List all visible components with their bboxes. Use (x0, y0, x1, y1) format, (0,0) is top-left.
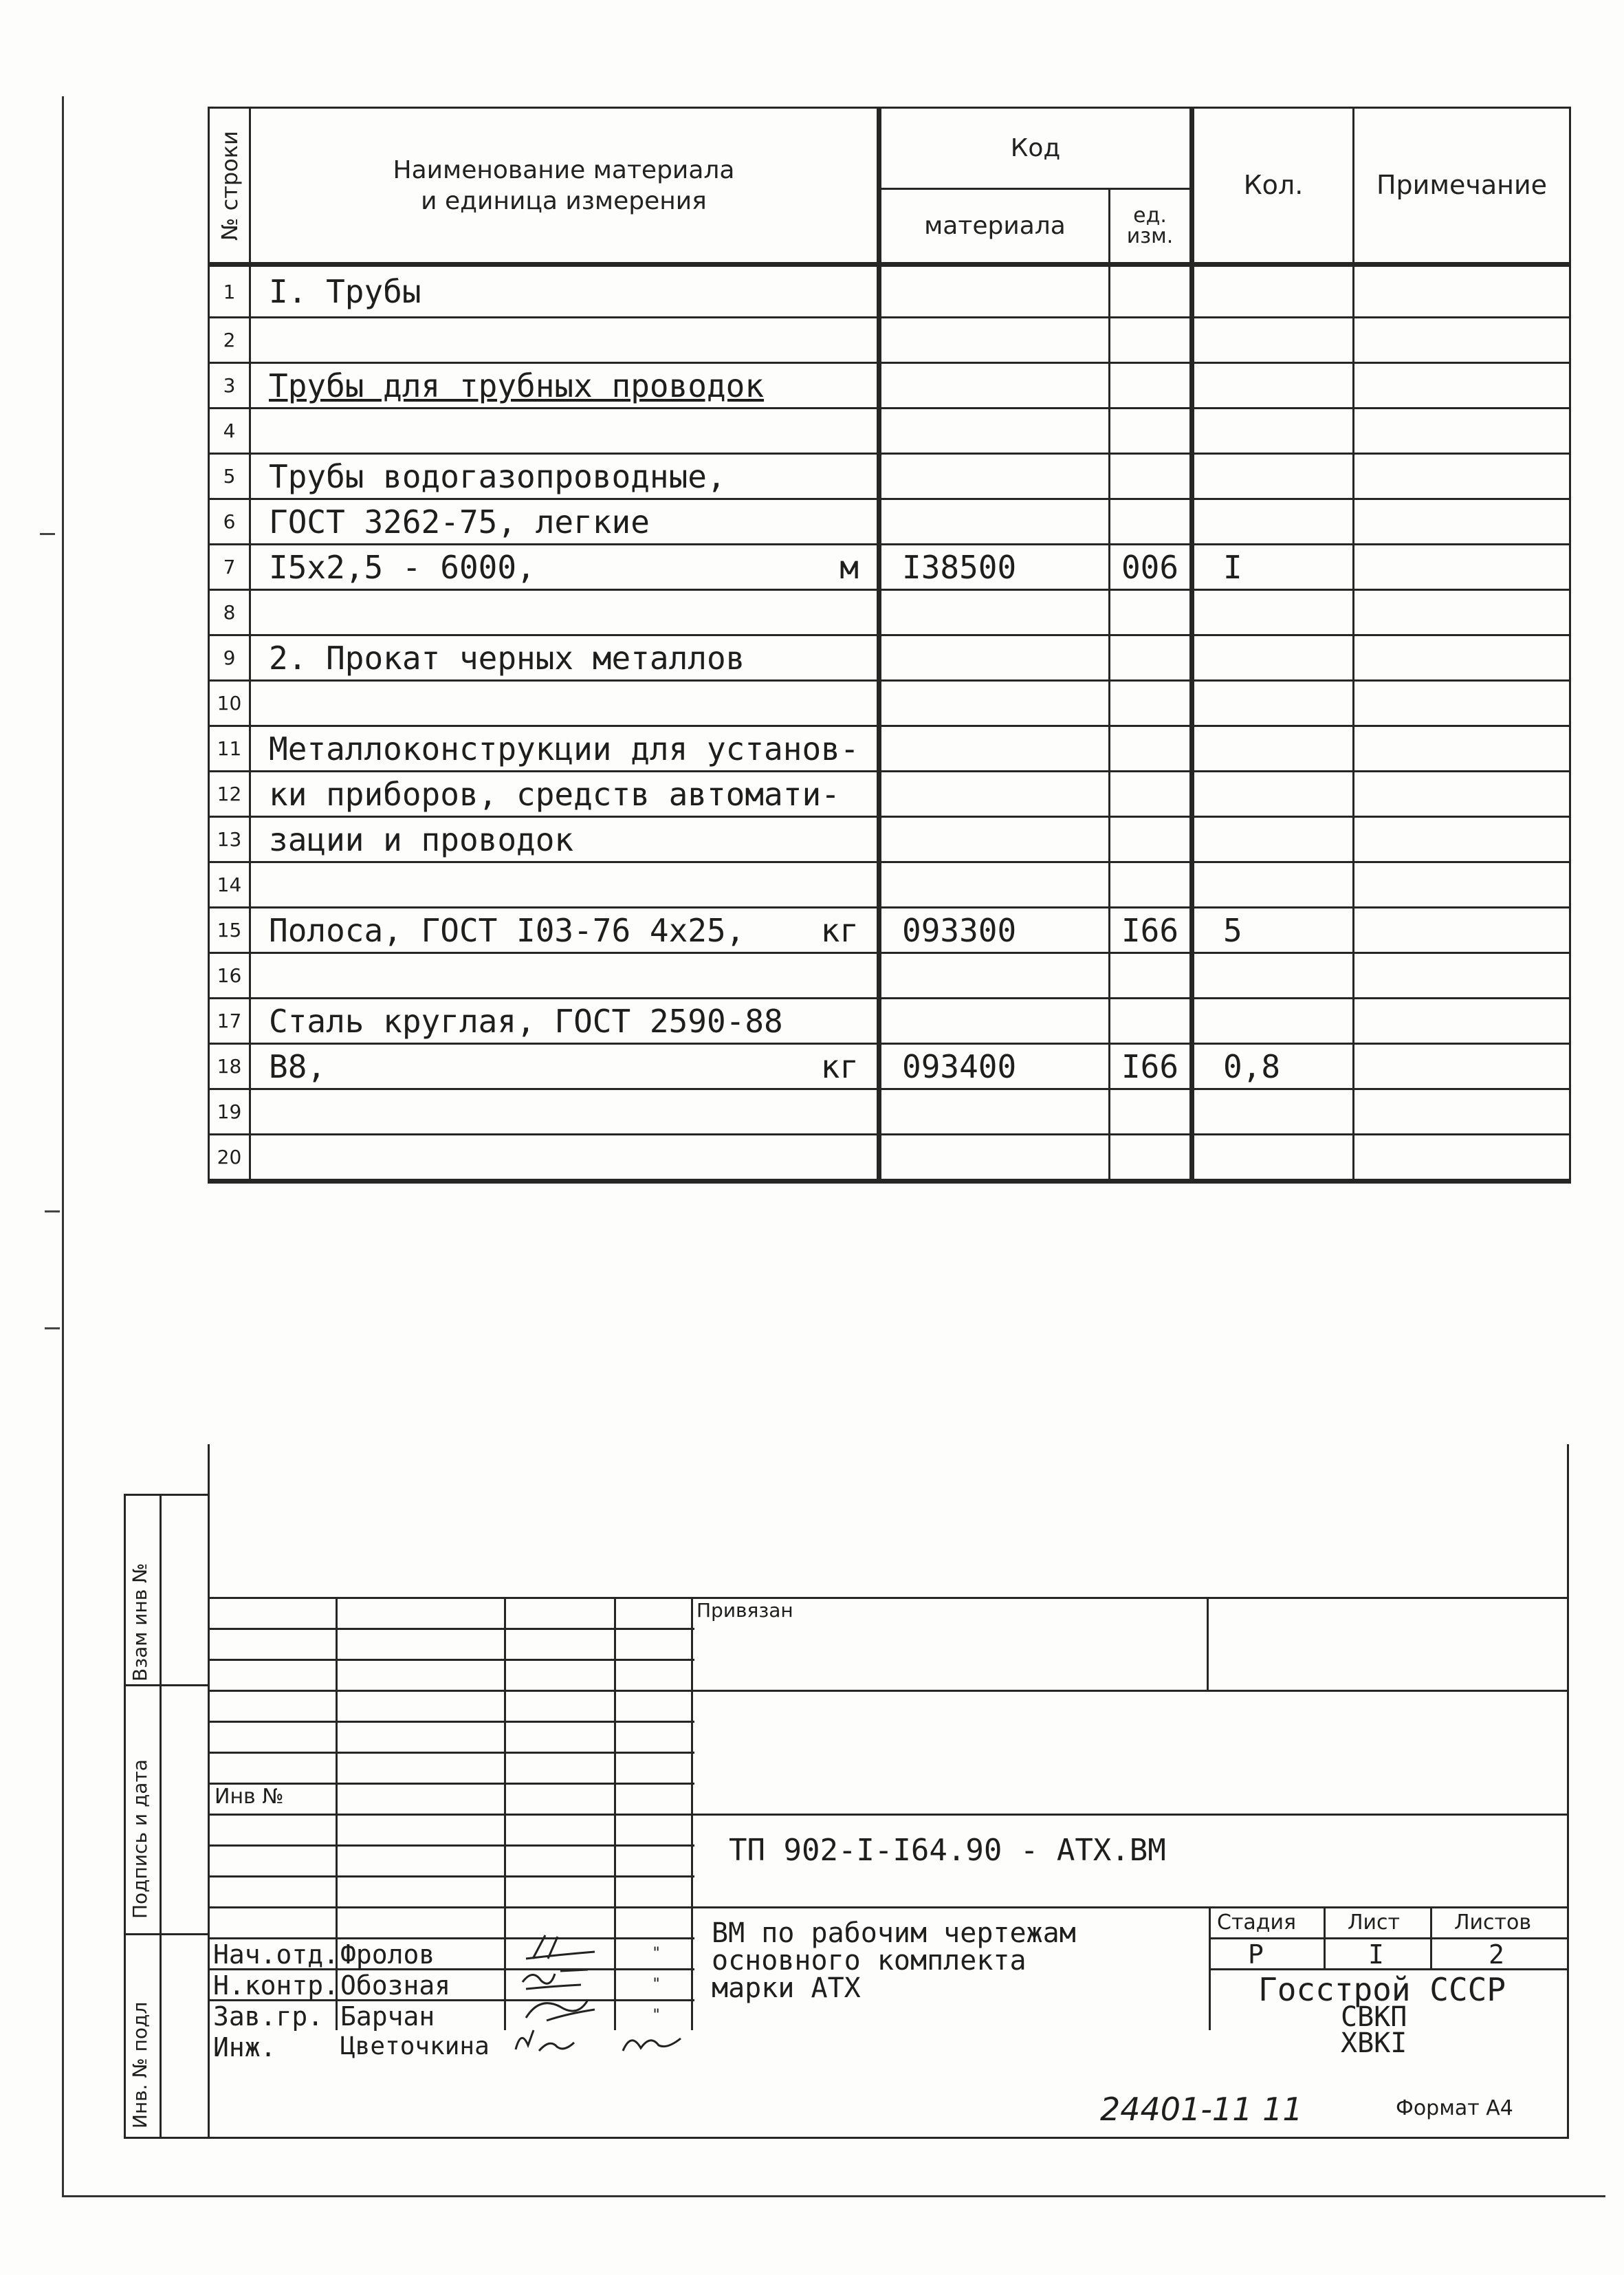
header-code-group: Код (879, 108, 1192, 189)
quantity-cell (1192, 1089, 1354, 1135)
signature-barchan (512, 1993, 608, 2026)
stamp-line (1207, 1597, 1209, 1690)
note-cell (1354, 999, 1570, 1044)
sheets-value: 2 (1489, 1939, 1504, 1970)
material-code-cell (879, 772, 1110, 817)
unit-code-cell (1110, 1089, 1192, 1135)
quantity-cell (1192, 590, 1354, 635)
stamp-line (691, 1597, 693, 2030)
footer-number-handwritten (1100, 2087, 1327, 2131)
material-code-cell (879, 681, 1110, 726)
table-row (209, 772, 1570, 817)
frame-bottom-border (62, 2195, 1605, 2197)
table-row (209, 817, 1570, 862)
material-name: Полоса, ГОСТ I03-76 4x25, (269, 911, 745, 949)
staff-role: Н.контр. (213, 1970, 340, 2001)
row-number-cell: 2 (209, 318, 250, 363)
quantity-cell (1192, 726, 1354, 772)
material-name-cell (250, 862, 879, 908)
material-code-cell (879, 726, 1110, 772)
side-divider (160, 1494, 162, 1686)
material-name: 2. Прокат черных металлов (269, 639, 745, 677)
table-row (209, 1089, 1570, 1135)
row-number-cell: 14 (209, 862, 250, 908)
stamp-line (208, 1628, 694, 1630)
side-label-podpis: Подпись и дата (129, 1759, 151, 1919)
measure-unit: кг (820, 1047, 859, 1085)
material-name-cell (250, 1135, 879, 1182)
quantity-cell (1192, 953, 1354, 999)
tick-mark: " (652, 1945, 661, 1962)
unit-code-cell (1110, 862, 1192, 908)
frame-left-border (62, 96, 64, 2197)
side-label-vzam: Взам инв № (129, 1563, 151, 1681)
header-code-unit: ед. изм. (1110, 189, 1192, 265)
material-code-cell: 093400 (879, 1044, 1110, 1089)
table-row (209, 953, 1570, 999)
row-number-cell: 20 (209, 1135, 250, 1182)
table-row (209, 999, 1570, 1044)
sheet-label: Лист (1348, 1911, 1401, 1935)
unit-code-cell (1110, 1135, 1192, 1182)
staff-name: Цветочкина (340, 2032, 490, 2060)
material-code-cell: I38500 (879, 545, 1110, 590)
row-number-cell: 1 (209, 265, 250, 318)
material-code-cell (879, 318, 1110, 363)
material-code-cell: 093300 (879, 908, 1110, 953)
measure-unit: м (840, 548, 859, 586)
margin-mark (45, 1327, 60, 1329)
note-cell (1354, 817, 1570, 862)
material-name-cell (250, 908, 879, 953)
staff-name: Обозная (340, 1970, 451, 2001)
material-name-cell (250, 635, 879, 681)
note-cell (1354, 772, 1570, 817)
row-number-cell: 4 (209, 409, 250, 454)
margin-mark (40, 533, 55, 535)
material-code-cell (879, 953, 1110, 999)
table-row (209, 726, 1570, 772)
table-row (209, 1135, 1570, 1182)
signature-tsvetochkina (509, 2025, 612, 2058)
unit-code-cell (1110, 726, 1192, 772)
table-row (209, 590, 1570, 635)
material-name-cell (250, 318, 879, 363)
organization-line: ХВКI (1341, 2027, 1407, 2059)
material-name: зации и проводок (269, 820, 574, 858)
note-cell (1354, 1135, 1570, 1182)
unit-code-cell (1110, 409, 1192, 454)
table-row (209, 908, 1570, 953)
margin-mark (45, 1210, 60, 1212)
material-code-cell (879, 363, 1110, 409)
note-cell (1354, 499, 1570, 545)
material-code-cell (879, 635, 1110, 681)
document-title-line: ВМ по рабочим чертежам (712, 1917, 1076, 1949)
quantity-cell: 5 (1192, 908, 1354, 953)
material-name-cell (250, 409, 879, 454)
stamp-line (208, 1906, 1569, 1908)
privyazan-label: Привязан (696, 1599, 793, 1622)
note-cell (1354, 681, 1570, 726)
measure-unit: кг (820, 911, 859, 949)
material-name-cell (250, 363, 879, 409)
stamp-line (1430, 1906, 1432, 1968)
stamp-line (208, 1597, 1569, 1599)
row-number-cell: 12 (209, 772, 250, 817)
inv-no-label: Инв № (215, 1785, 284, 1809)
material-name: Трубы для трубных проводок (269, 367, 765, 404)
note-cell (1354, 862, 1570, 908)
row-number-cell: 9 (209, 635, 250, 681)
note-cell (1354, 454, 1570, 499)
material-code-cell (879, 999, 1110, 1044)
row-number-cell: 11 (209, 726, 250, 772)
row-number-cell: 16 (209, 953, 250, 999)
quantity-cell (1192, 454, 1354, 499)
stamp-line (208, 1659, 694, 1661)
note-cell (1354, 1044, 1570, 1089)
unit-code-cell (1110, 363, 1192, 409)
stamp-line (208, 1690, 1569, 1692)
material-name-cell (250, 499, 879, 545)
tick-mark: " (652, 2007, 661, 2024)
table-row (209, 635, 1570, 681)
material-code-cell (879, 265, 1110, 318)
document-designation: ТП 902-I-I64.90 - АТХ.ВМ (729, 1833, 1166, 1868)
stamp-line (208, 1814, 1569, 1816)
material-code-cell (879, 817, 1110, 862)
quantity-cell (1192, 1135, 1354, 1182)
quantity-cell (1192, 862, 1354, 908)
note-cell (1354, 265, 1570, 318)
material-name-cell (250, 999, 879, 1044)
quantity-cell (1192, 499, 1354, 545)
material-name-cell (250, 590, 879, 635)
unit-code-cell (1110, 635, 1192, 681)
material-name-cell (250, 953, 879, 999)
header-note: Примечание (1354, 108, 1570, 265)
quantity-cell: 0,8 (1192, 1044, 1354, 1089)
note-cell (1354, 318, 1570, 363)
unit-code-cell (1110, 318, 1192, 363)
note-cell (1354, 545, 1570, 590)
quantity-cell (1192, 318, 1354, 363)
stamp-line (504, 1597, 506, 2030)
unit-code-cell (1110, 999, 1192, 1044)
material-name-cell (250, 817, 879, 862)
unit-code-cell (1110, 454, 1192, 499)
table-row (209, 681, 1570, 726)
material-code-cell (879, 409, 1110, 454)
table-row (209, 499, 1570, 545)
material-name-cell (250, 265, 879, 318)
side-divider (160, 1684, 162, 1935)
quantity-cell (1192, 265, 1354, 318)
tick-mark: " (652, 1976, 661, 1993)
unit-code-cell: I66 (1110, 1044, 1192, 1089)
staff-role: Нач.отд. (213, 1939, 340, 1970)
staff-name: Фролов (340, 1939, 435, 1970)
quantity-cell (1192, 999, 1354, 1044)
material-name-cell (250, 1089, 879, 1135)
stage-value: Р (1248, 1939, 1264, 1970)
material-name-cell (250, 1044, 879, 1089)
organization-line: СВКП (1341, 2001, 1407, 2033)
row-number-cell: 13 (209, 817, 250, 862)
unit-code-cell: 006 (1110, 545, 1192, 590)
material-name: Трубы водогазопроводные, (269, 457, 726, 495)
note-cell (1354, 590, 1570, 635)
footer-number: 24401-11 11 (1100, 2091, 1303, 2128)
material-name-cell (250, 681, 879, 726)
staff-role: Инж. (213, 2032, 276, 2062)
document-title-line: основного комплекта (712, 1945, 1027, 1977)
materials-table-body (209, 265, 1570, 1182)
signature-oboznaya (512, 1961, 608, 1994)
note-cell (1354, 363, 1570, 409)
signature-initials (617, 2025, 689, 2058)
organization-line: Госстрой СССР (1258, 1971, 1506, 2008)
sheet-value: I (1368, 1939, 1384, 1970)
row-number-cell: 8 (209, 590, 250, 635)
unit-code-cell (1110, 265, 1192, 318)
material-code-cell (879, 1089, 1110, 1135)
signature-frolov (512, 1931, 608, 1964)
unit-code-cell (1110, 772, 1192, 817)
material-name: ГОСТ 3262-75, легкие (269, 503, 650, 541)
row-number-cell: 3 (209, 363, 250, 409)
header-name: Наименование материала и единица измерения (250, 108, 879, 265)
table-row (209, 545, 1570, 590)
material-name: Сталь круглая, ГОСТ 2590-88 (269, 1002, 783, 1040)
material-name: B8, (269, 1047, 327, 1085)
header-row-number: № строки (209, 108, 250, 265)
material-code-cell (879, 862, 1110, 908)
side-divider (160, 1933, 162, 2139)
table-row (209, 265, 1570, 318)
unit-code-cell (1110, 953, 1192, 999)
material-code-cell (879, 590, 1110, 635)
material-name-cell (250, 545, 879, 590)
stamp-line (208, 1721, 694, 1723)
quantity-cell (1192, 681, 1354, 726)
material-name-cell (250, 772, 879, 817)
sheets-label: Листов (1454, 1911, 1532, 1935)
row-number-cell: 17 (209, 999, 250, 1044)
stamp-line (1209, 1906, 1211, 2030)
row-number-cell: 19 (209, 1089, 250, 1135)
quantity-cell (1192, 817, 1354, 862)
unit-code-cell (1110, 681, 1192, 726)
table-row (209, 318, 1570, 363)
stamp-line (208, 1844, 694, 1847)
unit-code-cell (1110, 590, 1192, 635)
quantity-cell (1192, 363, 1354, 409)
table-row (209, 409, 1570, 454)
document-title-line: марки АТХ (712, 1972, 861, 2004)
staff-role: Зав.гр. (213, 2001, 324, 2032)
row-number-cell: 6 (209, 499, 250, 545)
material-name: I5x2,5 - 6000, (269, 548, 536, 586)
row-number-cell: 7 (209, 545, 250, 590)
stage-label: Стадия (1217, 1911, 1297, 1935)
unit-code-cell (1110, 817, 1192, 862)
unit-code-cell: I66 (1110, 908, 1192, 953)
note-cell (1354, 953, 1570, 999)
material-name: Металлоконструкции для установ- (269, 730, 859, 768)
format-label: Формат А4 (1396, 2096, 1513, 2120)
row-number-cell: 10 (209, 681, 250, 726)
stamp-line (614, 1597, 616, 2030)
stamp-line (208, 1875, 694, 1877)
side-label-inv-podl: Инв. № подл (129, 2001, 151, 2129)
stamp-line (208, 1752, 694, 1754)
material-name-cell (250, 454, 879, 499)
note-cell (1354, 908, 1570, 953)
note-cell (1354, 726, 1570, 772)
material-name: ки приборов, средств автомати- (269, 775, 840, 813)
staff-name: Барчан (340, 2001, 435, 2032)
header-code-material: материала (879, 189, 1110, 265)
table-row (209, 862, 1570, 908)
quantity-cell (1192, 635, 1354, 681)
quantity-cell (1192, 409, 1354, 454)
unit-code-cell (1110, 499, 1192, 545)
table-row (209, 363, 1570, 409)
materials-table (208, 107, 1571, 1184)
material-code-cell (879, 1135, 1110, 1182)
header-qty: Кол. (1192, 108, 1354, 265)
material-name-cell (250, 726, 879, 772)
note-cell (1354, 635, 1570, 681)
note-cell (1354, 1089, 1570, 1135)
material-code-cell (879, 499, 1110, 545)
row-number-cell: 5 (209, 454, 250, 499)
row-number-cell: 18 (209, 1044, 250, 1089)
material-name: I. Трубы (269, 273, 421, 310)
quantity-cell: I (1192, 545, 1354, 590)
note-cell (1354, 409, 1570, 454)
quantity-cell (1192, 772, 1354, 817)
row-number-cell: 15 (209, 908, 250, 953)
table-row (209, 1044, 1570, 1089)
table-row (209, 454, 1570, 499)
stamp-line (1324, 1906, 1326, 1968)
material-code-cell (879, 454, 1110, 499)
